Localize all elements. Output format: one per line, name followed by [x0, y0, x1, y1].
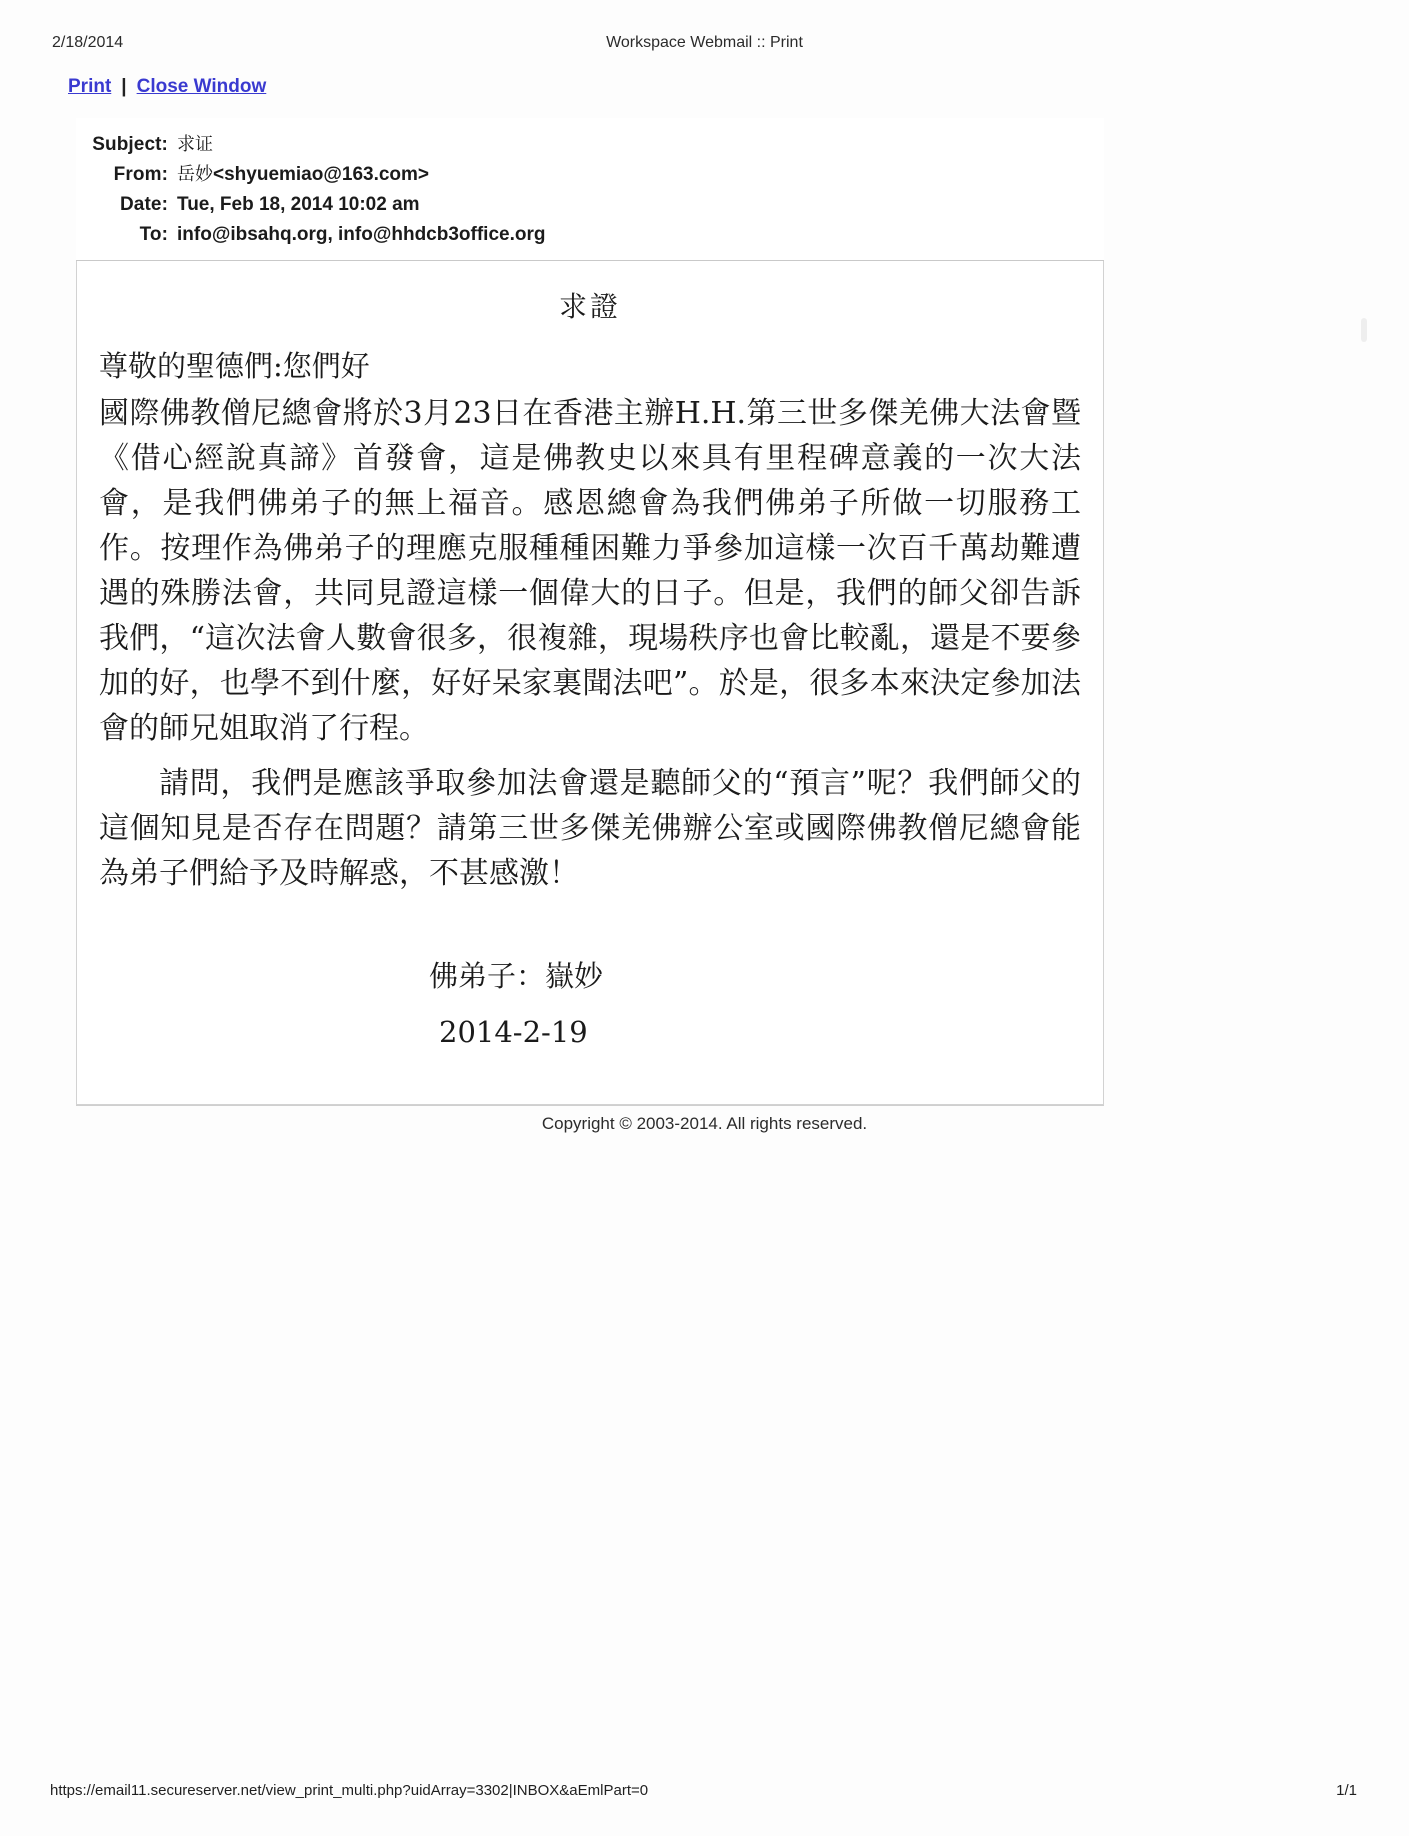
copyright-notice: Copyright © 2003-2014. All rights reserved. [541, 1114, 868, 1133]
from-display-name: 岳妙 [177, 164, 213, 185]
header-row-from [76, 160, 1104, 190]
to-label: To: [139, 224, 168, 245]
message-card [76, 118, 1104, 1106]
message-body [76, 261, 1104, 1105]
body-paragraph-1: 國際佛教僧尼總會將於3月23日在香港主辦H.H.第三世多傑羌佛大法會暨《借心經說真諦》首發會，這是佛教史以來具有里程碑意義的一次大法會，是我們佛弟子的無上福音。感恩總會為我們佛弟子所做一切服務工作。按理作為佛弟子的理應克服種種困難力爭參加這樣一次百千萬劫難遭遇的殊勝法會，共同見證這樣一個偉大的日子。但是，我們的師父卻告訴我們，“這次法會人數會很多，很複雜，現場秩序也會比較亂，還是不要參加的好，也學不到什麼，好好呆家裏聞法吧”。於是，很多本來決定參加法會的師兄姐取消了行程。 [99, 396, 1081, 746]
subject-label: Subject: [92, 134, 168, 155]
action-separator: | [121, 76, 127, 97]
to-value: info@ibsahq.org, info@hhdcb3office.org [177, 224, 546, 245]
header-row-date [76, 190, 1104, 220]
page-footer [0, 1782, 1409, 1804]
print-link[interactable]: Print [68, 76, 112, 97]
from-value [177, 160, 429, 190]
subject-value: 求证 [177, 134, 213, 155]
footer-source-url: https://email11.secureserver.net/view_print_multi.php?uidArray=3302|INBOX&aEmlPart=0 [50, 1782, 649, 1799]
footer-page-number: 1/1 [1336, 1782, 1357, 1799]
message-headers [76, 118, 1104, 261]
body-salutation: 尊敬的聖德們:您們好 [99, 349, 370, 383]
signature-name: 佛弟子：嶽妙 [429, 959, 604, 993]
header-row-to [76, 220, 1104, 250]
print-actions [68, 76, 266, 98]
print-page-title: Workspace Webmail :: Print [606, 34, 803, 51]
close-window-link[interactable]: Close Window [136, 76, 267, 97]
date-value: Tue, Feb 18, 2014 10:02 am [177, 194, 420, 215]
header-row-subject [76, 130, 1104, 160]
signature-date: 2014-2-19 [439, 1015, 588, 1049]
body-title: 求證 [558, 290, 621, 323]
scan-artifact [1361, 318, 1367, 342]
body-signature [99, 948, 1081, 1060]
date-label: Date: [119, 194, 168, 215]
print-header [0, 34, 1409, 56]
body-paragraph-2: 請問，我們是應該爭取參加法會還是聽師父的“預言”呢？我們師父的這個知見是否存在問題？請第三世多傑羌佛辦公室或國際佛教僧尼總會能為弟子們給予及時解惑，不甚感激！ [99, 766, 1081, 891]
from-email-address: <shyuemiao@163.com> [213, 164, 430, 185]
from-label: From: [113, 164, 168, 185]
print-date: 2/18/2014 [52, 34, 124, 51]
